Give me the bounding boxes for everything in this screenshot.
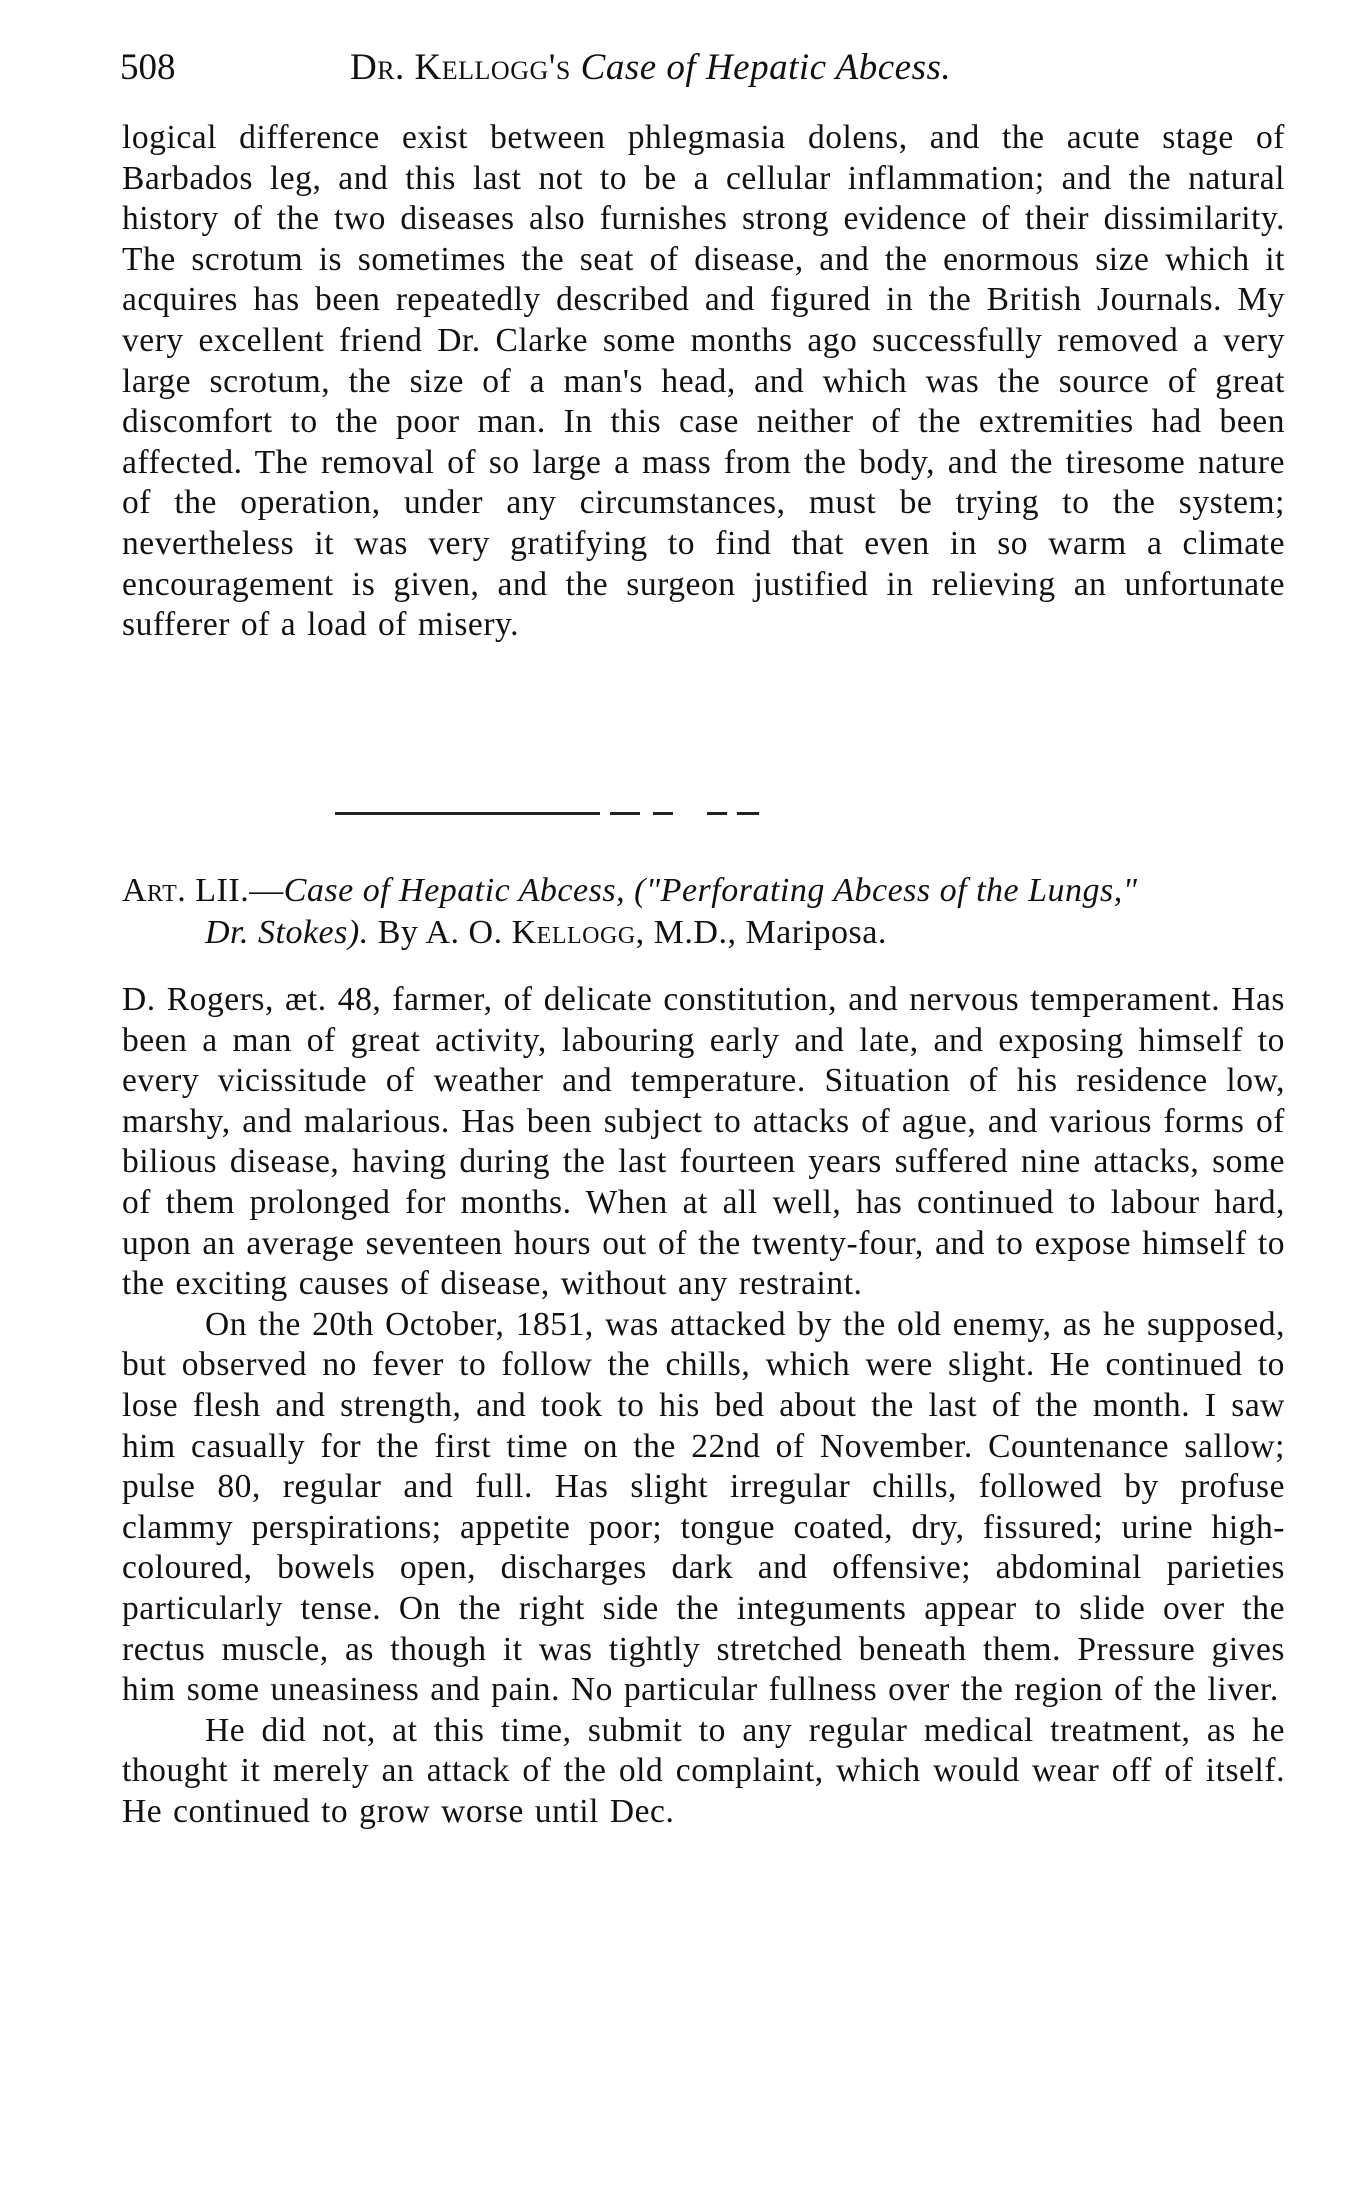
page-header [120,38,1300,98]
continued-paragraph: logical difference exist between phlegmasia dolens, and the acute stage of Barbados leg, and this last not to be a cellular inflammation; and the natural history of the two diseases also furnishes strong evidence of their dissimilarity. The scrotum is sometimes the seat of disease, and the enormous size which it acquires has been repeatedly described and figured in the British Journals. My very excellent friend Dr. Clarke some months ago successfully removed a very large scrotum, the size of a man's head, and which was the source of great discomfort to the poor man. In this case neither of the extremities had been affected. The removal of so large a mass from the body, and the tiresome nature of the operation, under any circumstances, must be trying to the system; nevertheless it was very gratifying to find that even in so warm a climate encouragement is given, and the surgeon justified in relieving an unfortunate sufferer of a load of misery. [122,119,1285,644]
article-alt-title: ("Perforating Abcess of the Lungs," [634,872,1138,909]
continued-text [122,118,1285,646]
article-title: Case of Hepatic Abcess, [283,872,626,909]
article-heading [122,870,1285,954]
section-divider [335,808,875,820]
article-alt-title-author: Dr. Stokes). [205,914,369,951]
article-heading-line-1 [122,870,1285,912]
running-title-subject: Case of Hepatic Abcess. [580,47,952,88]
article-label: Art. LII. [122,872,250,909]
article-paragraph-1: D. Rogers, æt. 48, farmer, of delicate constitution, and nervous temperament. Has been a man of great activity, labouring early and late, and exposing himself to every vicissitude of weather and temperature. Situation of his residence low, marshy, and malarious. Has been subject to attacks of ague, and various forms of bilious disease, having during the last fourteen years suffered nine attacks, some of them prolonged for months. When at all well, has continued to labour hard, upon an average seventeen hours out of the twenty-four, and to expose himself to the exciting causes of disease, without any restraint. [122,981,1285,1303]
page-number: 508 [120,47,176,88]
article-body [122,980,1285,1832]
running-title [350,38,951,98]
byline-prefix: By A. O. [377,914,503,951]
article-author: Kellogg [511,914,636,951]
article-dash: — [249,872,284,909]
article-paragraph-2: On the 20th October, 1851, was attacked by the old enemy, as he supposed, but observed no fever to follow the chills, which were slight. He continued to lose flesh and strength, and took to his bed about the last of the month. I saw him casually for the first time on the 22nd of November. Countenance sallow; pulse 80, regular and full. Has slight irregular chills, followed by profuse clammy perspirations; appetite poor; tongue coated, dry, fissured; urine high-coloured, bowels open, discharges dark and offensive; abdominal parieties particularly tense. On the right side the integuments appear to slide over the rectus muscle, as though it was tightly stretched beneath them. Pressure gives him some uneasiness and pain. No particular fullness over the region of the liver. [122,1305,1285,1709]
running-title-author: Dr. Kellogg's [350,47,571,88]
article-heading-line-2 [122,912,1285,954]
byline-suffix: , M.D., Mariposa. [635,914,887,951]
article-paragraph-3: He did not, at this time, submit to any regular medical treatment, as he thought it merely an attack of the old complaint, which would wear off of itself. He continued to grow worse until Dec. [122,1711,1285,1830]
